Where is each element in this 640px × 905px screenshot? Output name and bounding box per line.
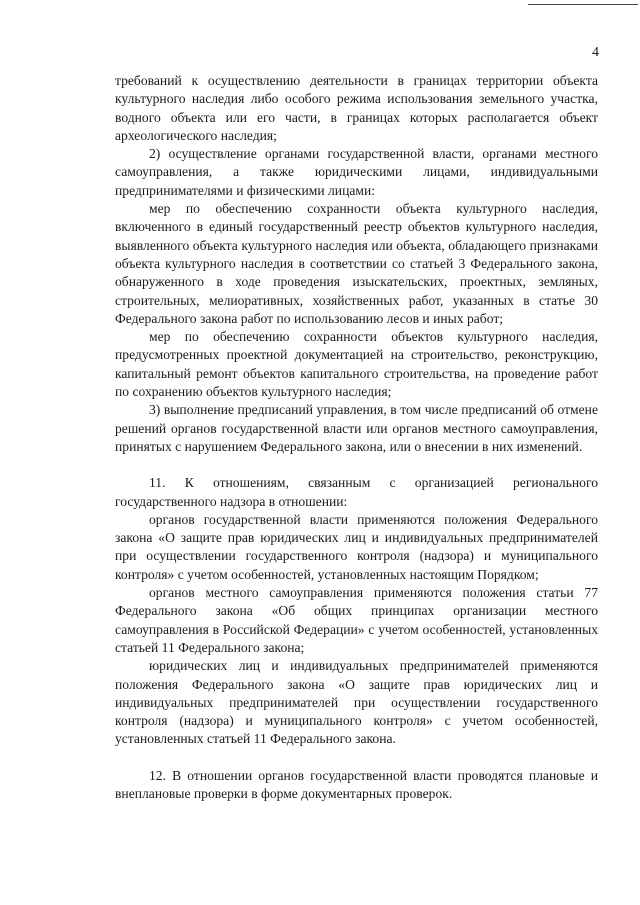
paragraph-continuation: требований к осуществлению деятельности в границах территории объекта культурного наследия либо особого режима использования земельного участка, водного объекта или его части, в границах которых располагается объект археологического наследия; [115,73,598,143]
paragraph-measures-project-docs: мер по обеспечению сохранности объектов культурного наследия, предусмотренных проектной документацией на строительство, реконструкцию, капитальный ремонт объектов капитального строительства, на проведение работ по сохранению объектов культурного наследия; [115,329,598,400]
paragraph-local-self-government: органов местного самоуправления применяются положения статьи 77 Федерального закона «Об общих принципах организации местного самоуправления в Российской Федерации» с учетом особенностей, установленных статьей 11 Федерального закона; [115,585,598,655]
paragraph-section-12: 12. В отношении органов государственной власти проводятся плановые и внеплановые проверки в форме документарных проверок. [115,767,598,801]
paragraph-legal-entities: юридических лиц и индивидуальных предпринимателей применяются положения Федерального закона «О защите прав юридических лиц и индивидуальных предпринимателей при осуществлении государственного контроля (надзора) и муниципального контроля» с учетом особенностей, установленных статьей 11 Федерального закона. [115,658,598,747]
paragraph-item-3: 3) выполнение предписаний управления, в том числе предписаний об отмене решений органов государственной власти или органов местного самоуправления, принятых с нарушением Федерального закона, или о внесении в них изменений. [115,402,598,454]
page-number: 4 [592,45,599,60]
paragraph-measures-heritage: мер по обеспечению сохранности объекта культурного наследия, включенного в единый государственный реестр объектов культурного наследия, выявленного объекта культурного наследия или объекта, обладающего признаками объекта культурного наследия в соответствии со статьей 3 Федерального закона, обнаруженного в ходе проведения изыскательских, проектных, земляных, строительных, мелиоративных, хозяйственных работ, указанных в статье 30 Федерального закона работ по использованию лесов и иных работ; [115,201,598,326]
top-edge-line [528,4,638,5]
document-body [115,72,598,803]
paragraph-section-11: 11. К отношениям, связанным с организацией регионального государственного надзора в отношении: [115,475,598,509]
paragraph-item-2: 2) осуществление органами государственной власти, органами местного самоуправления, а также юридическими лицами, индивидуальными предпринимателями и физическими лицами: [115,146,598,198]
paragraph-state-authorities: органов государственной власти применяются положения Федерального закона «О защите прав юридических лиц и индивидуальных предпринимателей при осуществлении государственного контроля (надзора) и муниципального контроля» с учетом особенностей, установленных настоящим Порядком; [115,511,598,582]
